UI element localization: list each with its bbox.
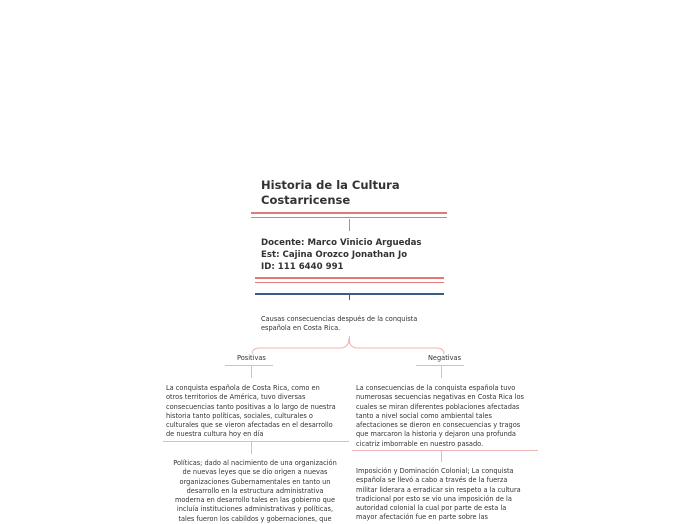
text-line: cuales se miran diferentes poblaciones afectadas <box>356 402 520 411</box>
connector-line <box>349 294 350 300</box>
text-line: otros territorios de América, tuvo diversas <box>166 393 306 402</box>
text-line: autoridad colonial la cual por parte de esta la <box>356 504 507 513</box>
text-line: mayor afectación fue en parte sobre las <box>356 513 488 522</box>
branch-positivas[interactable]: Positivas <box>237 354 266 362</box>
text-line: de nuevas leyes que se dio origen a nuevas <box>182 468 328 477</box>
title-line: Costarricense <box>261 193 351 207</box>
text-line: La conquista española de Costa Rica, como en <box>166 384 320 392</box>
text-line: afectaciones se dieron en consecuencias y tragos <box>356 421 521 430</box>
text-line: consecuencias tanto positivas a lo largo de nuestra <box>166 402 336 411</box>
text-line: organizaciones Gubernamentales en tanto un <box>179 477 331 486</box>
root-topic-title[interactable] <box>261 178 451 208</box>
text-line: La consecuencias de la conquista española tuvo <box>356 384 516 392</box>
positivas-topic[interactable] <box>166 384 344 440</box>
text-line: moderna en desarrollo tales en las gobierno que <box>174 496 336 505</box>
branch-underline <box>225 365 273 366</box>
text-line: tales fueron los cabildos y gobernaciones, que <box>178 514 332 523</box>
branch-underline <box>416 365 464 366</box>
text-line: Imposición y Dominación Colonial; La conquista <box>356 467 514 475</box>
text-line: cicatriz imborrable en nuestro pasado. <box>356 439 484 448</box>
title-underline <box>251 217 447 218</box>
text-line: tradicional por esto se vio una imposición de la <box>356 494 512 503</box>
text-line: que marcaron la historia y dejaron una profunda <box>356 430 516 439</box>
text-line: incluía instituciones administrativas y políticas, <box>176 505 334 514</box>
text-line: Políticas; dado al nacimiento de una organización <box>173 459 337 467</box>
branch-negativas[interactable]: Negativas <box>428 354 462 362</box>
connector-line <box>349 219 350 231</box>
politicas-topic[interactable] <box>166 459 344 524</box>
title-underline <box>251 212 447 214</box>
text-line: numerosas secuencias negativas en Costa Rica los <box>356 393 524 402</box>
cause-line: española en Costa Rica. <box>261 324 341 333</box>
info-topic[interactable] <box>261 237 461 273</box>
connector-line <box>251 442 252 454</box>
text-line: tanto a nivel social como ambiental tales <box>356 411 492 420</box>
cause-line: Causas consecuencias después de la conquista <box>261 315 418 323</box>
topic-underline <box>352 450 538 451</box>
text-line: culturales que se vieron afectadas en el desarrollo <box>166 421 333 430</box>
branch-connectors <box>240 338 460 358</box>
info-underline <box>255 277 444 279</box>
topic-underline <box>163 441 349 442</box>
text-line: española se llevó a cabo a través de la fuerza <box>356 476 508 485</box>
cause-topic[interactable] <box>261 315 436 334</box>
text-line: desarrollo en la estructura administrativa <box>186 486 324 495</box>
connector-line <box>251 366 252 378</box>
info-underline <box>255 282 444 283</box>
negativas-topic[interactable] <box>356 384 536 449</box>
imposicion-topic[interactable] <box>356 467 536 523</box>
text-line: militar liderara a erradicar sin respeto a la cultura <box>356 485 521 494</box>
docente-label: Docente: Marco Vinicio Arguedas <box>261 238 422 248</box>
text-line: historia tanto políticas, sociales, culturales o <box>166 411 313 420</box>
id-label: ID: 111 6440 991 <box>261 262 344 272</box>
title-line: Historia de la Cultura <box>261 178 400 192</box>
connector-line <box>441 366 442 378</box>
student-label: Est: Cajina Orozco Jonathan Jo <box>261 250 408 260</box>
connector-line <box>441 451 442 462</box>
text-line: de nuestra cultura hoy en día <box>166 430 264 439</box>
